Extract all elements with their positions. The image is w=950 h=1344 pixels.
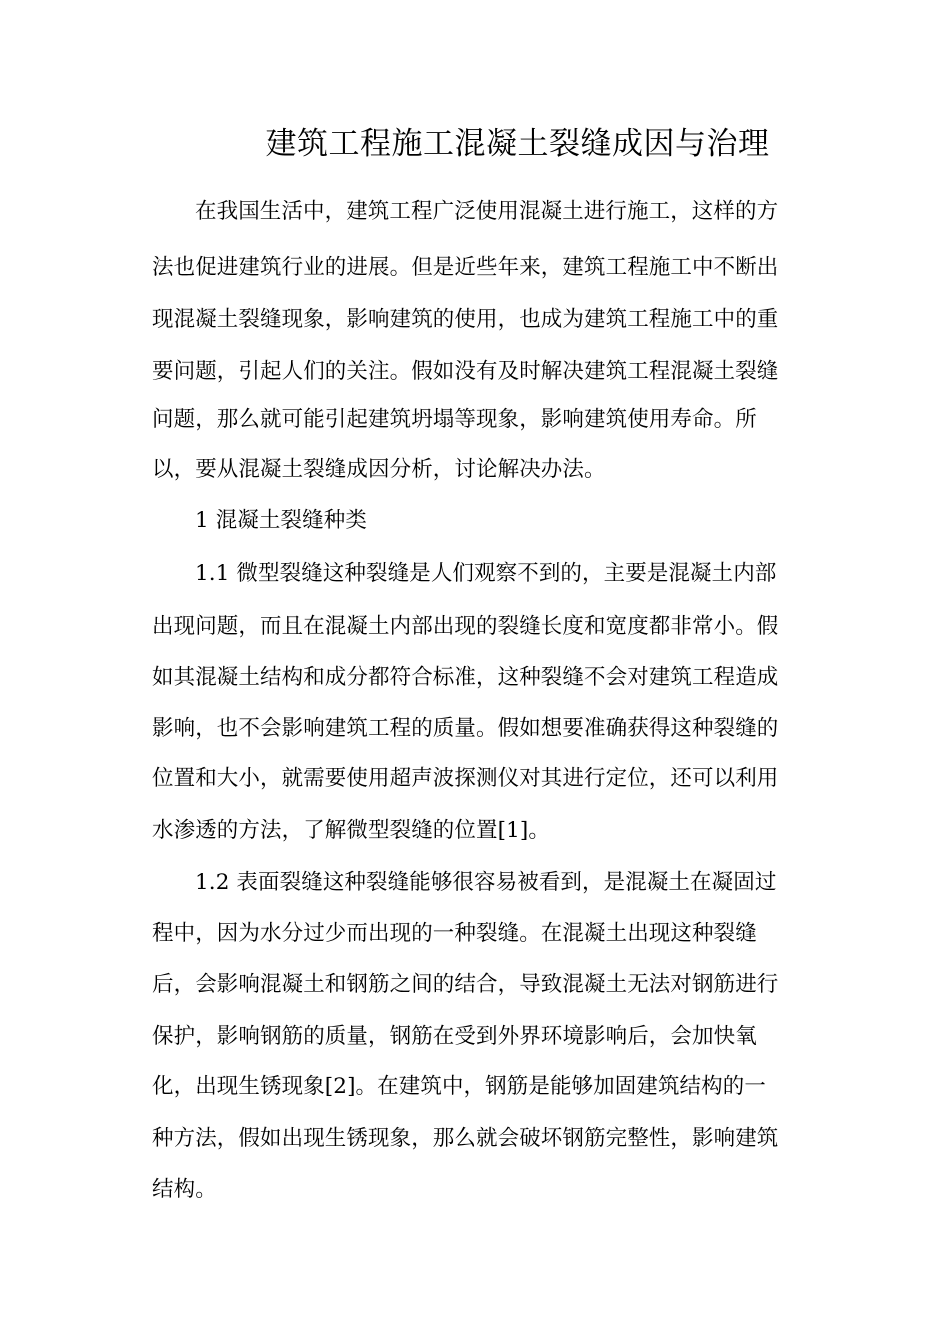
paragraph-line: 影响，也不会影响建筑工程的质量。假如想要准确获得这种裂缝的	[152, 716, 779, 741]
paragraph-line: 后，会影响混凝土和钢筋之间的结合，导致混凝土无法对钢筋进行	[152, 972, 779, 997]
paragraph-line: 出现问题，而且在混凝土内部出现的裂缝长度和宽度都非常小。假	[152, 614, 779, 639]
paragraph-line: 程中，因为水分过少而出现的一种裂缝。在混凝土出现这种裂缝	[152, 921, 757, 946]
section-heading: 1 混凝土裂缝种类	[195, 508, 367, 533]
paragraph-line: 法也促进建筑行业的进展。但是近些年来，建筑工程施工中不断出	[152, 255, 779, 280]
paragraph-line: 要问题，引起人们的关注。假如没有及时解决建筑工程混凝土裂缝	[152, 359, 779, 384]
paragraph-line: 结构。	[152, 1177, 217, 1202]
paragraph-line: 化，出现生锈现象[2]。在建筑中，钢筋是能够加固建筑结构的一	[152, 1074, 766, 1099]
paragraph-line: 如其混凝土结构和成分都符合标准，这种裂缝不会对建筑工程造成	[152, 665, 779, 690]
paragraph-line: 现混凝土裂缝现象，影响建筑的使用，也成为建筑工程施工中的重	[152, 307, 779, 332]
paragraph-line: 以，要从混凝土裂缝成因分析，讨论解决办法。	[152, 457, 606, 482]
paragraph-line: 问题，那么就可能引起建筑坍塌等现象，影响建筑使用寿命。所	[152, 407, 757, 432]
paragraph-line: 1.1 微型裂缝这种裂缝是人们观察不到的，主要是混凝土内部	[195, 561, 777, 586]
paragraph-line: 种方法，假如出现生锈现象，那么就会破坏钢筋完整性，影响建筑	[152, 1126, 779, 1151]
paragraph-line: 位置和大小，就需要使用超声波探测仪对其进行定位，还可以利用	[152, 766, 779, 791]
paragraph-line: 水渗透的方法，了解微型裂缝的位置[1]。	[152, 818, 550, 843]
paragraph-line: 在我国生活中，建筑工程广泛使用混凝土进行施工，这样的方	[195, 199, 779, 224]
document-title: 建筑工程施工混凝土裂缝成因与治理	[265, 126, 770, 162]
paragraph-line: 1.2 表面裂缝这种裂缝能够很容易被看到，是混凝土在凝固过	[195, 870, 777, 895]
paragraph-line: 保护，影响钢筋的质量，钢筋在受到外界环境影响后，会加快氧	[152, 1024, 757, 1049]
